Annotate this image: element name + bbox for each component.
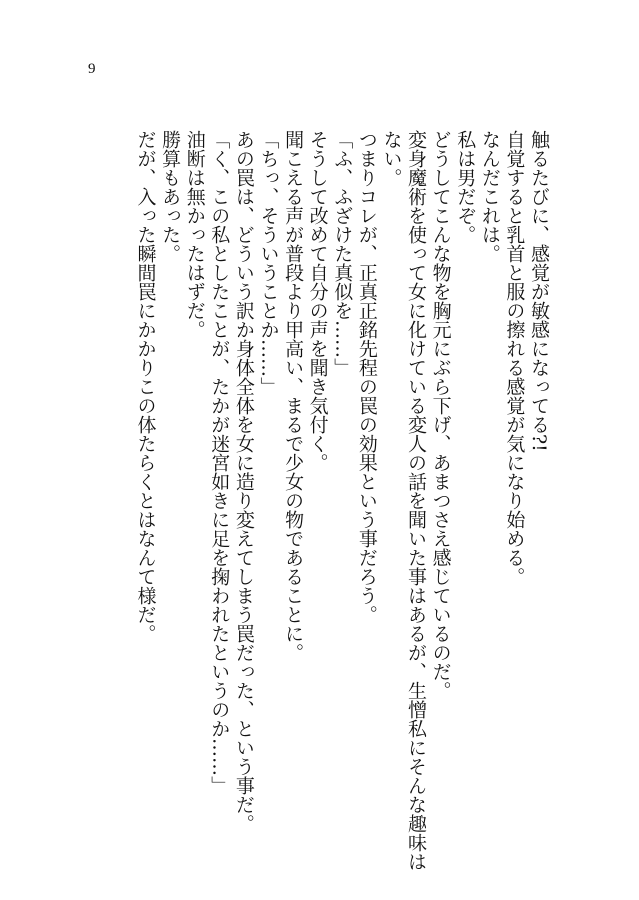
text-line: あの罠は、どういう訳か身体全体を女に造り変えてしまう罠だった、という事だ。 — [232, 130, 255, 833]
text-line: だが、入った瞬間罠にかかりこの体たらくとはなんて様だ。 — [134, 130, 157, 643]
text-line: ない。 — [380, 130, 403, 187]
text-line: そうして改めて自分の声を聞き気付く。 — [306, 130, 329, 472]
text-line: 「ふ、ふざけた真似を……」 — [331, 130, 354, 377]
page-number: 9 — [88, 61, 96, 77]
text-line: 自覚すると乳首と服の擦れる感覚が気になり始める。 — [503, 130, 526, 586]
text-line: 「く、この私としたことが、たかが迷宮如きに足を掬われたというのか……」 — [208, 130, 231, 795]
text-line: 勝算もあった。 — [159, 130, 182, 263]
text-line: つまりコレが、正真正銘先程の罠の効果という事だろう。 — [355, 130, 378, 624]
text-line: 聞こえる声が普段より甲高い、まるで少女の物であることに。 — [282, 130, 305, 662]
text-line: 油断は無かったはずだ。 — [183, 130, 206, 339]
text-line: 私は男だぞ。 — [454, 130, 477, 244]
text-line: どうしてこんな物を胸元にぶら下げ、あまつさえ感じているのだ。 — [429, 130, 452, 700]
text-line: 変身魔術を使って女に化けている変人の話を聞いた事はあるが、生憎私にそんな趣味は — [405, 130, 428, 871]
vertical-text-body — [133, 130, 551, 871]
text-line: 触るたびに、感覚が敏感になってる?! — [528, 130, 550, 452]
text-line: なんだこれは。 — [478, 130, 501, 263]
text-line: 「ちっ、そういうことか……」 — [257, 130, 280, 396]
